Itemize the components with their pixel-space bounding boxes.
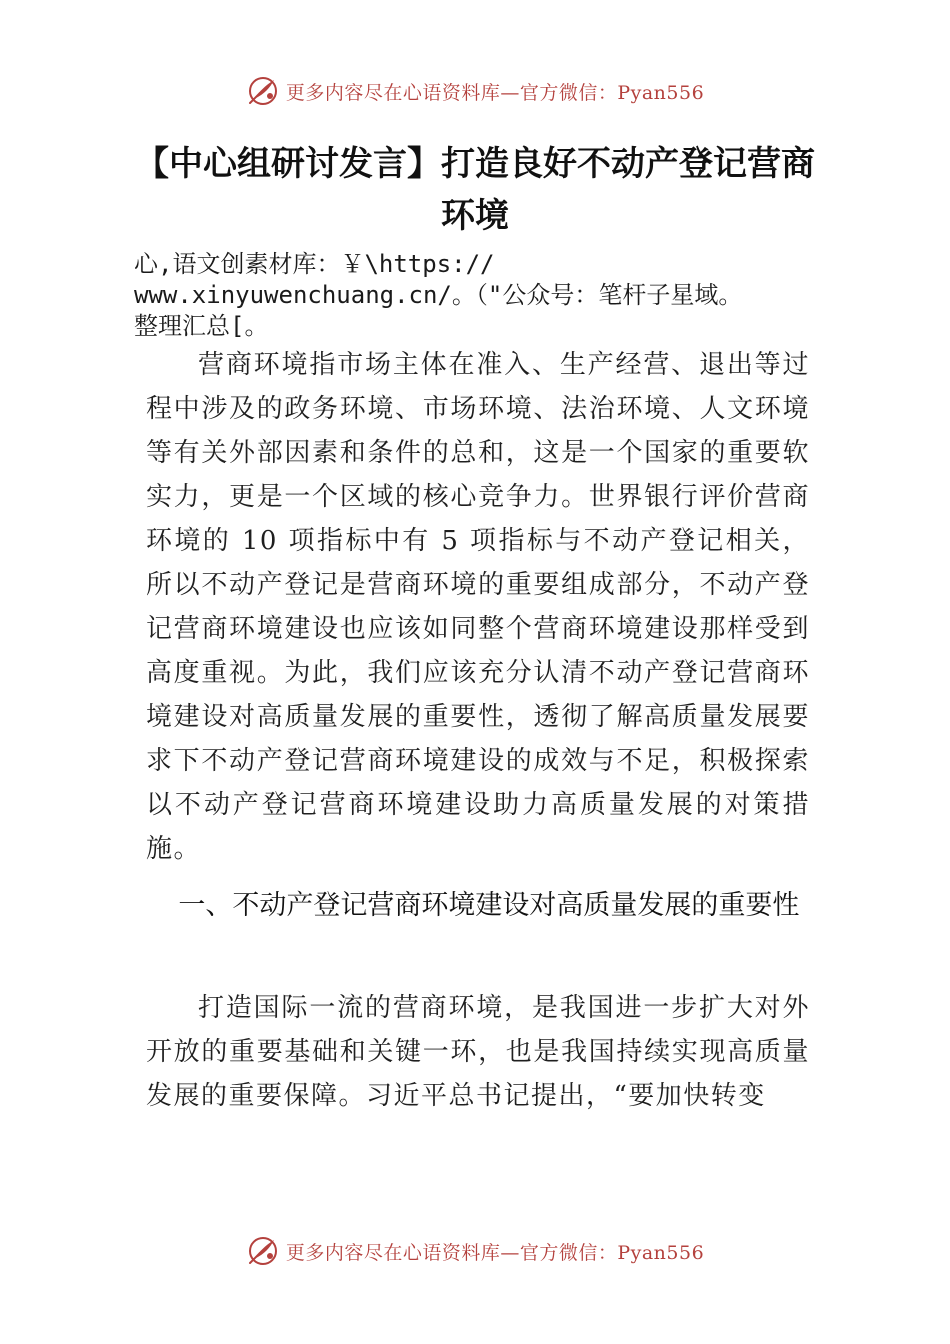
source-note: 心,语文创素材库：￥\https:// www.xinyuwenchuang.cn/。（"公众号：笔杆子星域。 整理汇总[。 [134, 250, 743, 340]
feather-quill-icon [246, 1234, 280, 1268]
paragraph-section-1: 打造国际一流的营商环境，是我国进一步扩大对外开放的重要基础和关键一环，也是我国持续实现高质量发展的重要保障。习近平总书记提出，“要加快转变 [146, 993, 810, 1111]
document-title: 【中心组研讨发言】打造良好不动产登记营商环境 [135, 144, 815, 236]
section-heading-1: 一、不动产登记营商环境建设对高质量发展的重要性 [178, 890, 800, 921]
footer-watermark-text: 更多内容尽在心语资料库—官方微信：Pyan556 [285, 1241, 705, 1264]
feather-quill-icon [246, 74, 280, 108]
header-watermark [0, 74, 950, 108]
header-watermark-text: 更多内容尽在心语资料库—官方微信：Pyan556 [285, 81, 705, 104]
footer-watermark [0, 1234, 950, 1268]
paragraph-intro: 营商环境指市场主体在准入、生产经营、退出等过程中涉及的政务环境、市场环境、法治环境、人文环境等有关外部因素和条件的总和，这是一个国家的重要软实力，更是一个区域的核心竞争力。世界银行评价营商环境的 10 项指标中有 5 项指标与不动产登记相关，所以不动产登记是营商环境的重要组成部分，不动产登记营商环境建设也应该如同整个营商环境建设那样受到高度重视。为此，我们应该充分认清不动产登记营商环境建设对高质量发展的重要性，透彻了解高质量发展要求下不动产登记营商环境建设的成效与不足，积极探索以不动产登记营商环境建设助力高质量发展的对策措施。 [146, 350, 810, 864]
